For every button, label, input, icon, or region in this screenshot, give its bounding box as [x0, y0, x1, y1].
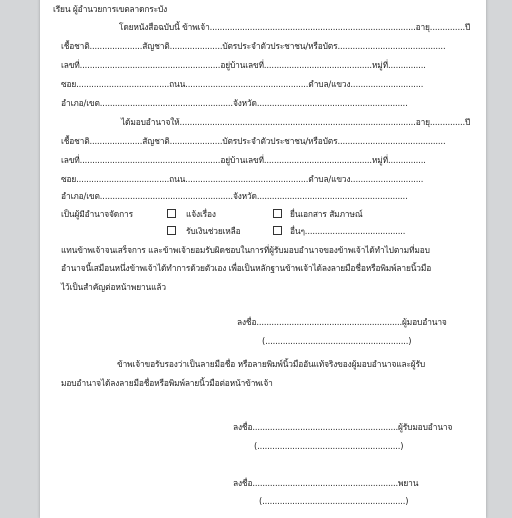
signature-grantee-name: (.........................................................) [254, 441, 404, 451]
signature-witness-name: (.........................................................) [259, 496, 409, 506]
checkbox-notify[interactable] [167, 209, 176, 218]
option-notify-label: แจ้งเรื่อง [186, 209, 216, 219]
agent-line-2: เชื้อชาติ.....................สัญชาติ.....................บัตรประจำตัวประชาชน/หรือบัตร........................................... [61, 136, 446, 146]
signature-witness-line: ลงชื่อ..........................................................พยาน [233, 478, 419, 488]
agent-line-1: ได้มอบอำนาจให้..............................................................................................อายุ..............ปี [121, 117, 471, 127]
document-page [40, 0, 486, 518]
signature-grantor-line: ลงชื่อ..........................................................ผู้มอบอำนาจ [237, 317, 447, 327]
principal-line-2: เชื้อชาติ.....................สัญชาติ.....................บัตรประจำตัวประชาชน/หรือบัตร........................................... [61, 41, 446, 51]
certification-line-1: ข้าพเจ้าขอรับรองว่าเป็นลายมือชื่อ หรือลายพิมพ์นิ้วมืออันแท้จริงของผู้มอบอำนาจและผู้รับ [117, 359, 426, 369]
principal-line-1: โดยหนังสือฉบับนี้ ข้าพเจ้า..................................................................................อายุ..............ปี [119, 22, 471, 32]
checkbox-submit-documents[interactable] [273, 209, 282, 218]
option-receive-aid-label: รับเงินช่วยเหลือ [186, 226, 241, 236]
agent-line-5: อำเภอ/เขต.....................................................จังหวัด............................................................ [61, 191, 408, 201]
checkbox-receive-aid[interactable] [167, 226, 176, 235]
agent-line-4: ซอย.....................................ถนน.................................................ตำบล/แขวง............................. [61, 174, 424, 184]
principal-line-5: อำเภอ/เขต.....................................................จังหวัด............................................................ [61, 98, 408, 108]
checkbox-other[interactable] [273, 226, 282, 235]
principal-line-3: เลขที่........................................................อยู่บ้านเลขที่...........................................หมู่ที่............... [61, 60, 426, 70]
actions-prefix: เป็นผู้มีอำนาจจัดการ [61, 209, 133, 219]
body-line-1: แทนข้าพเจ้าจนเสร็จการ และข้าพเจ้ายอมรับผิดชอบในการที่ผู้รับมอบอำนาจของข้าพเจ้าได้ทำไปตามที่มอบ [61, 245, 430, 255]
salutation: เรียน ผู้อำนวยการเขตลาดกระบัง [53, 4, 168, 14]
body-line-2: อำนาจนี้เสมือนหนึ่งข้าพเจ้าได้ทำการด้วยตัวเอง เพื่อเป็นหลักฐานข้าพเจ้าได้ลงลายมือชื่อหรือพิมพ์ลายนิ้วมือ [61, 263, 432, 273]
option-other-label: อื่นๆ........................................ [290, 226, 406, 236]
certification-line-2: มอบอำนาจได้ลงลายมือชื่อหรือพิมพ์ลายนิ้วมือต่อหน้าข้าพเจ้า [61, 378, 273, 388]
body-line-3: ไว้เป็นสำคัญต่อหน้าพยานแล้ว [61, 282, 166, 292]
signature-grantor-name: (.........................................................) [262, 336, 412, 346]
agent-line-3: เลขที่........................................................อยู่บ้านเลขที่...........................................หมู่ที่............... [61, 155, 426, 165]
signature-grantee-line: ลงชื่อ..........................................................ผู้รับมอบอำนาจ [233, 422, 453, 432]
principal-line-4: ซอย.....................................ถนน.................................................ตำบล/แขวง............................. [61, 79, 424, 89]
option-submit-documents-label: ยื่นเอกสาร สัมภาษณ์ [290, 209, 363, 219]
